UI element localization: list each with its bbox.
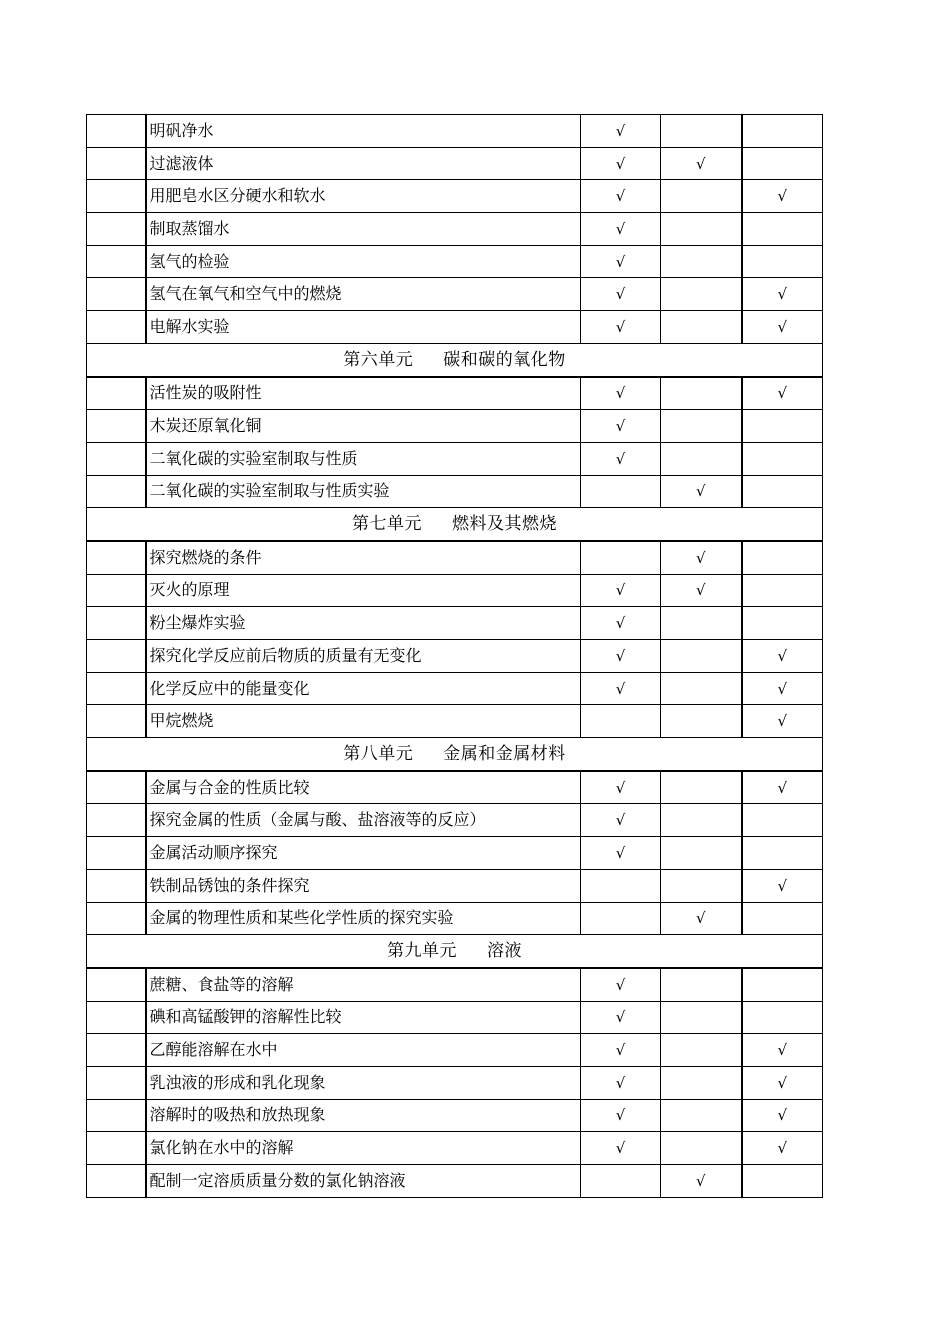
check-cell-col3: √	[742, 1099, 823, 1132]
section-header-row	[87, 738, 823, 771]
check-cell-col3	[742, 1001, 823, 1034]
index-cell	[87, 804, 146, 837]
experiment-name-cell: 探究燃烧的条件	[146, 541, 581, 574]
check-cell-col2: √	[661, 541, 742, 574]
table-row	[87, 377, 823, 410]
experiment-name-cell: 用肥皂水区分硬水和软水	[146, 180, 581, 213]
table-row	[87, 672, 823, 705]
check-cell-col2	[661, 968, 742, 1001]
check-cell-col1: √	[581, 771, 661, 804]
check-cell-col1: √	[581, 410, 661, 443]
check-cell-col3	[742, 541, 823, 574]
check-cell-col3: √	[742, 1132, 823, 1165]
experiment-name-cell: 蔗糖、食盐等的溶解	[146, 968, 581, 1001]
check-cell-col1	[581, 705, 661, 738]
experiment-name-cell: 化学反应中的能量变化	[146, 672, 581, 705]
experiment-name-cell: 氢气在氧气和空气中的燃烧	[146, 278, 581, 311]
experiment-name-cell: 二氧化碳的实验室制取与性质	[146, 442, 581, 475]
check-cell-col3: √	[742, 1066, 823, 1099]
table-row	[87, 837, 823, 870]
index-cell	[87, 607, 146, 640]
index-cell	[87, 442, 146, 475]
check-cell-col1	[581, 1165, 661, 1198]
index-cell	[87, 968, 146, 1001]
check-cell-col2	[661, 410, 742, 443]
check-cell-col2	[661, 607, 742, 640]
check-cell-col2: √	[661, 574, 742, 607]
index-cell	[87, 574, 146, 607]
index-cell	[87, 837, 146, 870]
check-cell-col2	[661, 672, 742, 705]
check-cell-col2	[661, 115, 742, 148]
check-cell-col1: √	[581, 640, 661, 673]
table-row	[87, 410, 823, 443]
index-cell	[87, 541, 146, 574]
experiment-name-cell: 木炭还原氧化铜	[146, 410, 581, 443]
index-cell	[87, 1099, 146, 1132]
check-cell-col2	[661, 705, 742, 738]
index-cell	[87, 672, 146, 705]
section-unit-label: 第八单元	[343, 743, 414, 764]
experiment-table	[86, 114, 823, 1198]
table-row	[87, 1066, 823, 1099]
check-cell-col2	[661, 1034, 742, 1067]
check-cell-col1: √	[581, 1034, 661, 1067]
experiment-name-cell: 金属活动顺序探究	[146, 837, 581, 870]
table-row	[87, 1099, 823, 1132]
table-row	[87, 1034, 823, 1067]
table-row	[87, 213, 823, 246]
experiment-name-cell: 探究金属的性质（金属与酸、盐溶液等的反应）	[146, 804, 581, 837]
index-cell	[87, 475, 146, 508]
table-row	[87, 541, 823, 574]
table-row	[87, 147, 823, 180]
experiment-name-cell: 制取蒸馏水	[146, 213, 581, 246]
experiment-name-cell: 金属的物理性质和某些化学性质的探究实验	[146, 902, 581, 935]
check-cell-col1: √	[581, 968, 661, 1001]
check-cell-col2	[661, 278, 742, 311]
table-row	[87, 607, 823, 640]
check-cell-col1	[581, 475, 661, 508]
table-row	[87, 1132, 823, 1165]
check-cell-col2	[661, 377, 742, 410]
experiment-name-cell: 二氧化碳的实验室制取与性质实验	[146, 475, 581, 508]
check-cell-col1: √	[581, 1099, 661, 1132]
section-unit-label: 第六单元	[343, 349, 414, 370]
index-cell	[87, 902, 146, 935]
experiment-table-body	[87, 115, 823, 1198]
check-cell-col2	[661, 1132, 742, 1165]
table-row	[87, 115, 823, 148]
table-row	[87, 902, 823, 935]
check-cell-col1: √	[581, 147, 661, 180]
section-title: 溶液	[487, 941, 522, 962]
check-cell-col2: √	[661, 1165, 742, 1198]
table-row	[87, 640, 823, 673]
check-cell-col2	[661, 213, 742, 246]
experiment-name-cell: 甲烷燃烧	[146, 705, 581, 738]
check-cell-col3: √	[742, 640, 823, 673]
check-cell-col1: √	[581, 311, 661, 344]
experiment-name-cell: 氢气的检验	[146, 245, 581, 278]
check-cell-col1: √	[581, 377, 661, 410]
check-cell-col1: √	[581, 1001, 661, 1034]
table-row	[87, 968, 823, 1001]
experiment-name-cell: 过滤液体	[146, 147, 581, 180]
check-cell-col1: √	[581, 837, 661, 870]
experiment-name-cell: 活性炭的吸附性	[146, 377, 581, 410]
index-cell	[87, 311, 146, 344]
check-cell-col3	[742, 213, 823, 246]
check-cell-col3	[742, 410, 823, 443]
experiment-name-cell: 乙醇能溶解在水中	[146, 1034, 581, 1067]
check-cell-col3	[742, 245, 823, 278]
table-row	[87, 442, 823, 475]
check-cell-col1	[581, 541, 661, 574]
check-cell-col1: √	[581, 607, 661, 640]
check-cell-col3: √	[742, 869, 823, 902]
index-cell	[87, 410, 146, 443]
experiment-name-cell: 氯化钠在水中的溶解	[146, 1132, 581, 1165]
check-cell-col3	[742, 475, 823, 508]
section-title: 燃料及其燃烧	[452, 514, 557, 535]
section-header-row	[87, 343, 823, 376]
check-cell-col2	[661, 1099, 742, 1132]
table-row	[87, 705, 823, 738]
check-cell-col1	[581, 869, 661, 902]
table-row	[87, 574, 823, 607]
check-cell-col2	[661, 837, 742, 870]
section-header-row	[87, 508, 823, 541]
table-row	[87, 475, 823, 508]
experiment-name-cell: 探究化学反应前后物质的质量有无变化	[146, 640, 581, 673]
section-title: 金属和金属材料	[443, 743, 566, 764]
check-cell-col1: √	[581, 442, 661, 475]
check-cell-col2	[661, 771, 742, 804]
section-header-row	[87, 935, 823, 968]
section-title: 碳和碳的氧化物	[443, 349, 566, 370]
index-cell	[87, 869, 146, 902]
check-cell-col3: √	[742, 705, 823, 738]
section-unit-label: 第九单元	[387, 941, 457, 962]
check-cell-col3: √	[742, 1034, 823, 1067]
check-cell-col3	[742, 115, 823, 148]
check-cell-col3: √	[742, 377, 823, 410]
check-cell-col2	[661, 1001, 742, 1034]
table-row	[87, 771, 823, 804]
check-cell-col1: √	[581, 804, 661, 837]
check-cell-col1: √	[581, 574, 661, 607]
check-cell-col3: √	[742, 311, 823, 344]
check-cell-col2	[661, 804, 742, 837]
section-heading	[87, 508, 823, 541]
experiment-name-cell: 电解水实验	[146, 311, 581, 344]
index-cell	[87, 115, 146, 148]
check-cell-col2	[661, 245, 742, 278]
index-cell	[87, 180, 146, 213]
experiment-name-cell: 溶解时的吸热和放热现象	[146, 1099, 581, 1132]
check-cell-col2	[661, 1066, 742, 1099]
index-cell	[87, 1001, 146, 1034]
check-cell-col2	[661, 869, 742, 902]
index-cell	[87, 377, 146, 410]
experiment-name-cell: 乳浊液的形成和乳化现象	[146, 1066, 581, 1099]
check-cell-col2	[661, 311, 742, 344]
index-cell	[87, 147, 146, 180]
experiment-name-cell: 金属与合金的性质比较	[146, 771, 581, 804]
check-cell-col1: √	[581, 180, 661, 213]
check-cell-col3	[742, 837, 823, 870]
table-row	[87, 869, 823, 902]
index-cell	[87, 245, 146, 278]
check-cell-col3	[742, 147, 823, 180]
table-row	[87, 1001, 823, 1034]
check-cell-col2	[661, 442, 742, 475]
table-row	[87, 278, 823, 311]
experiment-name-cell: 粉尘爆炸实验	[146, 607, 581, 640]
index-cell	[87, 1066, 146, 1099]
index-cell	[87, 705, 146, 738]
check-cell-col3: √	[742, 672, 823, 705]
index-cell	[87, 640, 146, 673]
section-heading	[87, 343, 823, 376]
check-cell-col1: √	[581, 1066, 661, 1099]
check-cell-col3: √	[742, 771, 823, 804]
check-cell-col3	[742, 442, 823, 475]
check-cell-col1: √	[581, 115, 661, 148]
check-cell-col3	[742, 968, 823, 1001]
check-cell-col1: √	[581, 213, 661, 246]
check-cell-col1	[581, 902, 661, 935]
experiment-name-cell: 配制一定溶质质量分数的氯化钠溶液	[146, 1165, 581, 1198]
check-cell-col3	[742, 804, 823, 837]
check-cell-col3	[742, 574, 823, 607]
experiment-name-cell: 灭火的原理	[146, 574, 581, 607]
check-cell-col2	[661, 180, 742, 213]
table-row	[87, 180, 823, 213]
check-cell-col3	[742, 607, 823, 640]
index-cell	[87, 1034, 146, 1067]
check-cell-col3: √	[742, 180, 823, 213]
experiment-name-cell: 碘和高锰酸钾的溶解性比较	[146, 1001, 581, 1034]
check-cell-col3: √	[742, 278, 823, 311]
index-cell	[87, 1132, 146, 1165]
check-cell-col2: √	[661, 902, 742, 935]
experiment-name-cell: 明矾净水	[146, 115, 581, 148]
check-cell-col2: √	[661, 475, 742, 508]
table-row	[87, 245, 823, 278]
table-row	[87, 1165, 823, 1198]
index-cell	[87, 278, 146, 311]
section-unit-label: 第七单元	[352, 514, 422, 535]
check-cell-col2	[661, 640, 742, 673]
check-cell-col3	[742, 1165, 823, 1198]
experiment-name-cell: 铁制品锈蚀的条件探究	[146, 869, 581, 902]
check-cell-col1: √	[581, 672, 661, 705]
section-heading	[87, 935, 823, 968]
section-heading	[87, 738, 823, 771]
index-cell	[87, 1165, 146, 1198]
check-cell-col1: √	[581, 1132, 661, 1165]
check-cell-col1: √	[581, 278, 661, 311]
check-cell-col3	[742, 902, 823, 935]
table-row	[87, 804, 823, 837]
check-cell-col1: √	[581, 245, 661, 278]
table-row	[87, 311, 823, 344]
index-cell	[87, 771, 146, 804]
index-cell	[87, 213, 146, 246]
check-cell-col2: √	[661, 147, 742, 180]
